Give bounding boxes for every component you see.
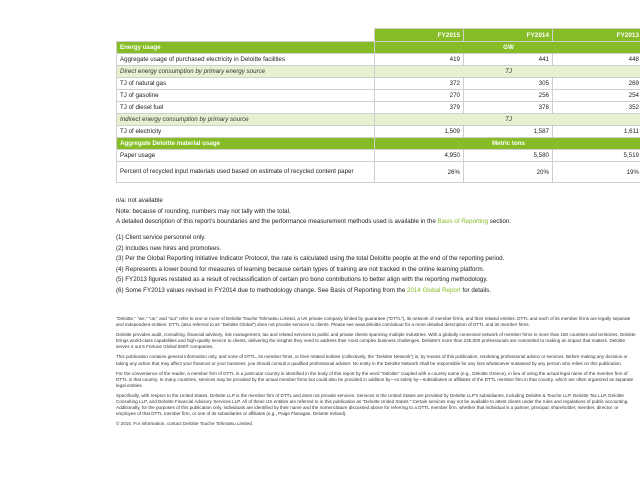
- year-header: FY2013: [553, 29, 640, 42]
- table-notes: [116, 196, 636, 228]
- cell-value: 26%: [375, 162, 464, 183]
- footnote: (5) FY2013 figures restated as a result of reclassification of certain pro bono contributions to better align with the reporting methodology.: [116, 276, 488, 283]
- table-header-row: [117, 29, 640, 42]
- cell-value: 372: [375, 78, 464, 90]
- footnote: [116, 286, 636, 297]
- cell-value: 270: [375, 90, 464, 102]
- subsection-title: Indirect energy consumption by primary source: [117, 114, 375, 126]
- section-header-row: [117, 138, 640, 150]
- footnote: (3) Per the Global Reporting Initiative Indicator Protocol, the rate is calculated using the total Deloitte people at the end of the reporting period.: [116, 255, 505, 262]
- cell-value: 379: [375, 102, 464, 114]
- cell-value: 5,580: [464, 150, 553, 162]
- table-row: [117, 162, 640, 183]
- section-header-row: [117, 42, 640, 54]
- unit-label: GW: [375, 42, 640, 54]
- cell-value: 305: [464, 78, 553, 90]
- legal-paragraph: Deloitte provides audit, consulting, financial advisory, risk management, tax and related services to public and private clients spanning multiple industries. With a globally connected network of member firms in more than 150 countries and territories, Deloitte brings world-class capabilities and high-quality service to clients, delivering the insights they need to address their most complex business challenges. Deloitte’s more than 225,000 professionals are committed to making an impact that matters. Deloitte serves 4 out 5 Fortune Global 500® companies.: [116, 332, 636, 350]
- basis-of-reporting-link[interactable]: Basis of Reporting: [437, 218, 489, 225]
- legal-paragraph: “Deloitte,” “we,” “us,” and “our” refer to one or more of Deloitte Touche Tohmatsu Limited, a UK private company limited by guarantee (“DTTL”), its network of member firms, and their related entities. DTTL and each of its member firms are legally separate and independent entities. DTTL (also referred to as “Deloitte Global”) does not provide services to clients. Please see www.deloitte.com/about for a more detailed description of DTTL and its member firms.: [116, 316, 631, 328]
- table-row: [117, 78, 640, 90]
- na-note: n/a: not available: [116, 197, 163, 204]
- global-report-link[interactable]: 2014 Global Report: [406, 286, 461, 294]
- table-row: [117, 102, 640, 114]
- legal-disclaimer: [116, 316, 638, 431]
- detail-note: [116, 217, 636, 228]
- cell-value: 20%: [464, 162, 553, 183]
- footnote-end: for details.: [460, 286, 491, 294]
- footnote: (1) Client service personnel only.: [116, 234, 206, 241]
- cell-value: 378: [464, 102, 553, 114]
- copyright: © 2015. For information, contact Deloitte Touche Tohmatsu Limited.: [116, 421, 254, 427]
- rounding-note: Note: because of rounding, numbers may not tally with the total.: [116, 207, 291, 215]
- footnotes: [116, 233, 636, 296]
- row-label: TJ of diesel fuel: [117, 102, 375, 114]
- legal-paragraph: For the convenience of the reader, a member firm of DTTL in a particular country is identified in the body of this report by the word “Deloitte” coupled with a country name (e.g., Deloitte Greece), in lieu of using the actual legal name of the member firm of DTTL in that country. In many countries, services may be provided by the actual member firms but could also be provided in addition by—or solely by—subsidiaries or affiliates of the DTTL member firm in that country, which are often organized as separate legal entities.: [116, 370, 634, 388]
- row-label: Aggregate usage of purchased electricity in Deloitte facilities: [117, 54, 375, 66]
- cell-value: 19%: [553, 162, 640, 183]
- year-header: FY2015: [375, 29, 464, 42]
- table-row: [117, 126, 640, 138]
- cell-value: 441: [464, 54, 553, 66]
- row-label: Paper usage: [117, 150, 375, 162]
- year-header: FY2014: [464, 29, 553, 42]
- unit-label: TJ: [375, 114, 640, 126]
- footnote: (2) Includes new hires and promotees.: [116, 244, 222, 252]
- legal-paragraph: This publication contains general information only, and none of DTTL, its member firms, or their related entities (collectively, the “Deloitte Network”) is, by means of this publication, rendering professional advice or services. Before making any decision or taking any action that may affect your finances or your business, you should consult a qualified professional adviser. No entity in the Deloitte Network shall be responsible for any loss whatsoever sustained by any person who relies on this publication.: [116, 354, 628, 366]
- subsection-row: [117, 66, 640, 78]
- cell-value: 1,587: [464, 126, 553, 138]
- row-label: TJ of natural gas: [117, 78, 375, 90]
- energy-materials-table: [116, 28, 640, 183]
- legal-paragraph: Specifically, with respect to the United States, Deloitte LLP is the member firm of DTTL and does not provide services. Services in the United States are provided by Deloitte LLP’s subsidiaries, including Deloitte & Touche LLP, Deloitte Tax LLP, Deloitte Consulting LLP, and Deloitte Financial Advisory Services LLP. All of these US entities are referred to in this publication as “Deloitte United States.” Certain services may not be available to attest clients under the rules and regulations of public accounting. Additionally, for the purposes of this publication only, individuals are identified by their name and the nomenclature discussed above for referring to a DTTL member firm, whether that individual is a partner, principal, shareholder, member, director, or employee of that DTTL member firm, or one of its subsidiaries or affiliates (e.g., Paige Flanagan, Deloitte Ireland).: [116, 392, 629, 417]
- detail-note-text: A detailed description of this report’s boundaries and the performance measurement methods used is available in the: [116, 218, 438, 225]
- row-label: TJ of electricity: [117, 126, 375, 138]
- cell-value: 448: [553, 54, 640, 66]
- cell-value: 256: [464, 90, 553, 102]
- unit-label: Metric tons: [375, 138, 640, 150]
- row-label: Percent of recycled input materials used based on estimate of recycled content paper: [117, 162, 375, 183]
- header-spacer: [117, 29, 375, 42]
- footnote-text: (6) Some FY2013 values revised in FY2014 due to methodology change. See Basis of Reporting from the: [116, 286, 407, 294]
- table-row: [117, 150, 640, 162]
- cell-value: 352: [553, 102, 640, 114]
- cell-value: 269: [553, 78, 640, 90]
- unit-label: TJ: [375, 66, 640, 78]
- cell-value: 254: [553, 90, 640, 102]
- cell-value: 4,950: [375, 150, 464, 162]
- footnote: (4) Represents a lower bound for measures of learning because certain types of training are not tracked in the online learning platform.: [116, 265, 485, 273]
- cell-value: 419: [375, 54, 464, 66]
- section-title: Aggregate Deloitte material usage: [117, 138, 375, 150]
- cell-value: 1,611: [553, 126, 640, 138]
- cell-value: 5,519: [553, 150, 640, 162]
- subsection-title: Direct energy consumption by primary energy source: [117, 66, 375, 78]
- section-title: Energy usage: [117, 42, 375, 54]
- cell-value: 1,509: [375, 126, 464, 138]
- subsection-row: [117, 114, 640, 126]
- table-row: [117, 54, 640, 66]
- table-row: [117, 90, 640, 102]
- detail-note-end: section.: [488, 218, 512, 225]
- row-label: TJ of gasoline: [117, 90, 375, 102]
